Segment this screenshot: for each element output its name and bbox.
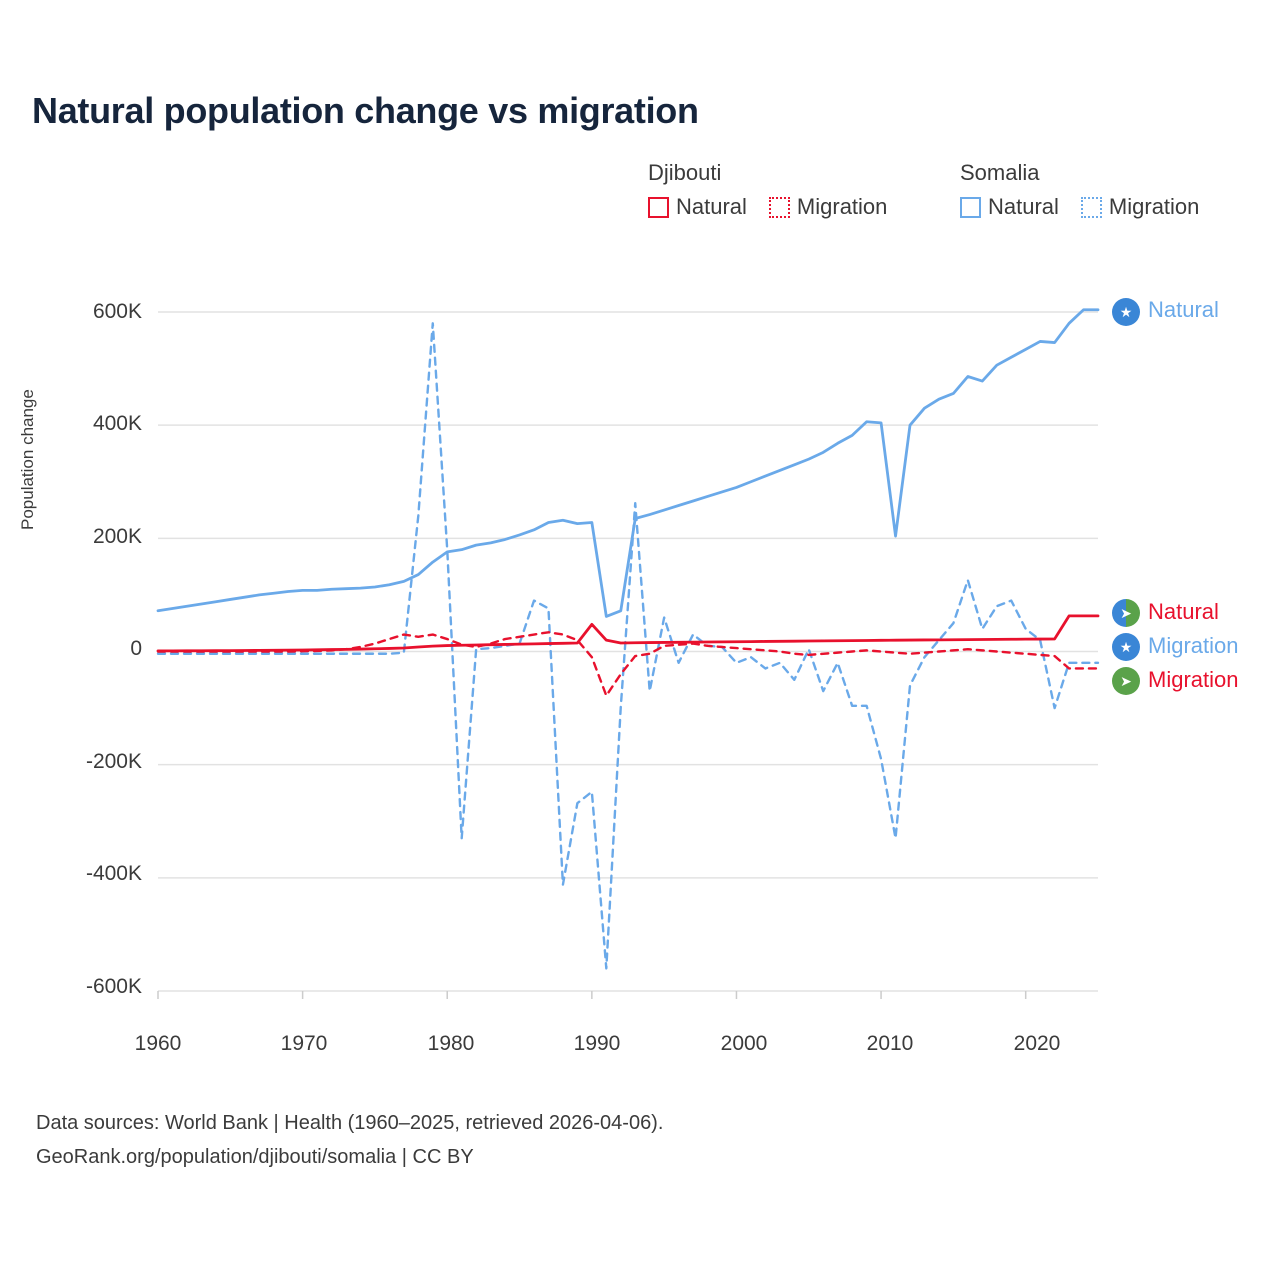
footer-line-sources: Data sources: World Bank | Health (1960–2025, retrieved 2026-04-06). [36, 1112, 664, 1134]
x-tick-label: 1960 [134, 1032, 182, 1055]
footer [36, 1106, 663, 1174]
legend-item-label: Natural [676, 194, 747, 219]
series-line-somalia-natural [158, 310, 1098, 617]
series-end-label-somalia-natural: Natural [1148, 297, 1219, 322]
series-end-label-djibouti-migration: Migration [1148, 667, 1239, 692]
x-tick-label: 2010 [866, 1032, 914, 1055]
x-tick-label: 1990 [573, 1032, 621, 1055]
x-tick-label: 2000 [720, 1032, 768, 1055]
footer-line-attribution: GeoRank.org/population/djibouti/somalia | CC BY [36, 1146, 474, 1168]
y-axis-title: Population change [18, 389, 37, 530]
page-title: Natural population change vs migration [32, 90, 699, 131]
series-end-marker-djibouti-natural: ➤ [1112, 599, 1140, 627]
x-tick-label: 1980 [427, 1032, 475, 1055]
series-end-marker-djibouti-migration: ➤ [1112, 667, 1140, 695]
x-tick-label: 1970 [280, 1032, 328, 1055]
y-tick-label: 400K [92, 412, 142, 435]
y-tick-label: 0 [130, 637, 142, 660]
series-end-label-djibouti-natural: Natural [1148, 599, 1219, 624]
legend-item-label: Migration [1108, 194, 1200, 219]
series-line-somalia-migration [158, 323, 1098, 968]
legend-country-label: Djibouti [648, 160, 722, 185]
legend-item-label: Migration [796, 194, 888, 219]
y-tick-label: -400K [85, 862, 142, 885]
y-tick-label: 600K [92, 300, 142, 323]
series-end-label-somalia-migration: Migration [1148, 633, 1239, 658]
legend-country-label: Somalia [960, 160, 1040, 185]
series-end-marker-somalia-migration: ★ [1112, 633, 1140, 661]
y-tick-label: -600K [85, 975, 142, 998]
y-tick-label: 200K [92, 525, 142, 548]
legend-item-label: Natural [988, 194, 1059, 219]
x-tick-label: 2020 [1013, 1032, 1061, 1055]
series-end-marker-somalia-natural: ★ [1112, 298, 1140, 326]
y-tick-label: -200K [85, 750, 142, 773]
